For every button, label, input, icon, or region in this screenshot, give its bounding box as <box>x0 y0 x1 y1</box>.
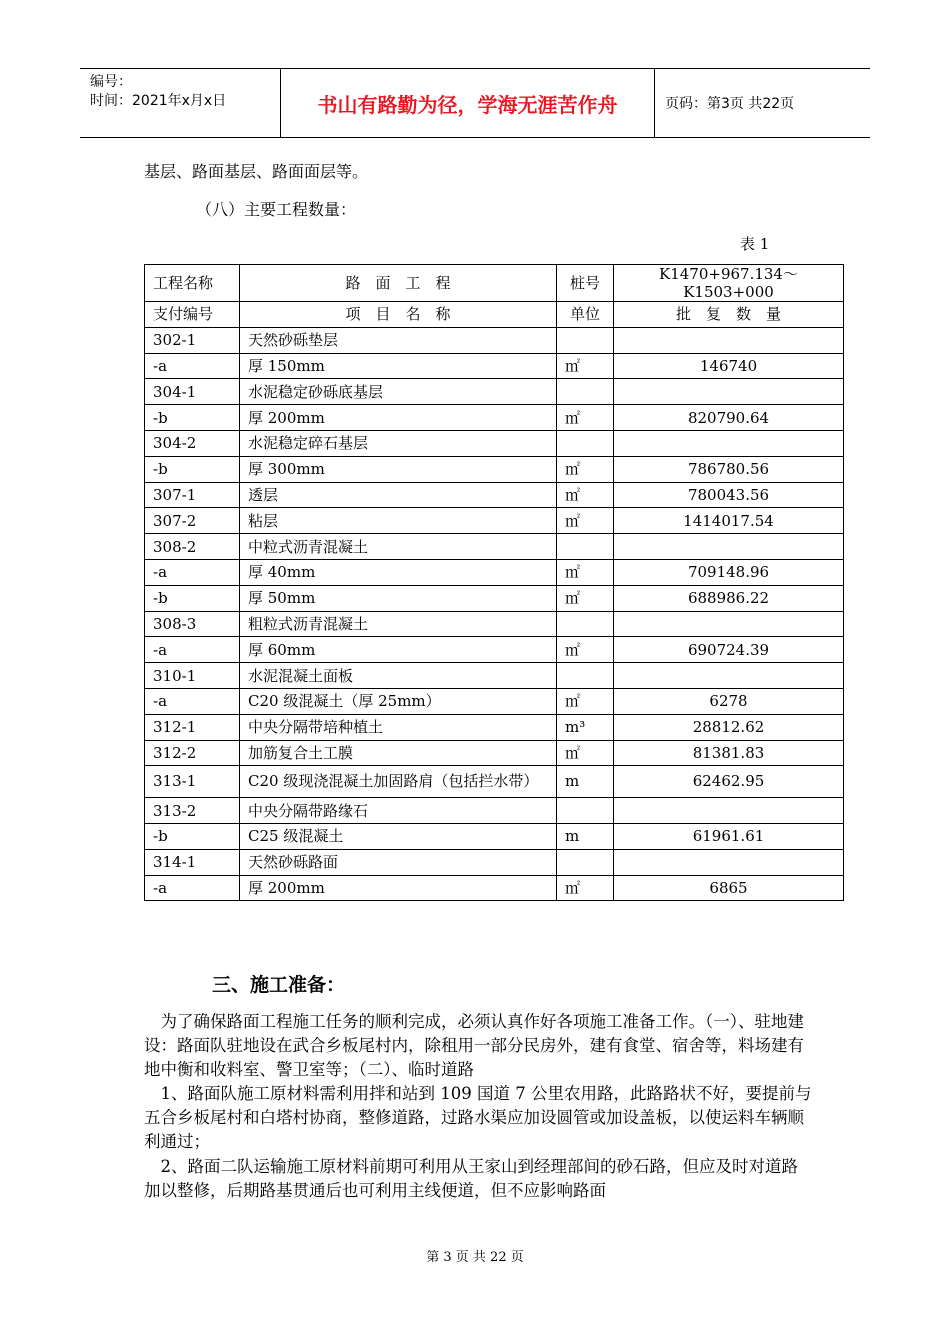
table-row <box>145 714 844 740</box>
table-cell: 单位 <box>557 302 614 328</box>
table-cell: -a <box>145 559 240 585</box>
table-cell: 水泥稳定碎石基层 <box>240 430 557 456</box>
table-cell: 690724.39 <box>614 637 844 663</box>
table-cell: ㎡ <box>557 353 614 379</box>
table-row <box>145 534 844 560</box>
table-cell: ㎡ <box>557 585 614 611</box>
header-page-info: 页码：第3页 共22页 <box>665 96 795 112</box>
table-cell: 304-1 <box>145 379 240 405</box>
table-cell: C25 级混凝土 <box>240 823 557 849</box>
subheading: （八）主要工程数量： <box>196 200 357 219</box>
table-row <box>145 430 844 456</box>
table-cell: 厚 200mm <box>240 405 557 431</box>
quantity-table <box>144 264 844 901</box>
intro-line: 基层、路面基层、路面面层等。 <box>144 162 369 181</box>
table-cell: 水泥混凝土面板 <box>240 663 557 689</box>
table-cell <box>557 663 614 689</box>
table-header-row <box>145 302 844 328</box>
table-cell: m <box>557 766 614 798</box>
table-cell <box>614 663 844 689</box>
table-cell <box>614 534 844 560</box>
table-row <box>145 637 844 663</box>
table-cell: 146740 <box>614 353 844 379</box>
table-cell: 1414017.54 <box>614 508 844 534</box>
table-cell <box>557 430 614 456</box>
table-cell: K1470+967.134～K1503+000 <box>614 265 844 302</box>
table-cell: -b <box>145 585 240 611</box>
table-row <box>145 740 844 766</box>
table-cell: 28812.62 <box>614 714 844 740</box>
table-cell: 62462.95 <box>614 766 844 798</box>
table-cell: 310-1 <box>145 663 240 689</box>
table-cell: 路 面 工 程 <box>240 265 557 302</box>
table-cell: 粗粒式沥青混凝土 <box>240 611 557 637</box>
table-cell: ㎡ <box>557 559 614 585</box>
table-cell: 6865 <box>614 875 844 901</box>
table-cell: -b <box>145 456 240 482</box>
table-row <box>145 875 844 901</box>
table-row <box>145 327 844 353</box>
table-cell <box>557 798 614 824</box>
table-row <box>145 663 844 689</box>
table-row <box>145 456 844 482</box>
table-cell: m³ <box>557 714 614 740</box>
table-cell <box>614 327 844 353</box>
table-cell: -a <box>145 637 240 663</box>
table-cell: 项 目 名 称 <box>240 302 557 328</box>
header-meta <box>80 69 280 137</box>
table-cell <box>614 430 844 456</box>
table-row <box>145 379 844 405</box>
table-cell: 厚 50mm <box>240 585 557 611</box>
time-label: 时间：2021年x月x日 <box>90 93 227 109</box>
table-row <box>145 823 844 849</box>
table-cell: C20 级现浇混凝土加固路肩（包括拦水带） <box>240 766 557 798</box>
header-motto: 书山有路勤为径，学海无涯苦作舟 <box>280 69 655 137</box>
table-cell: 313-2 <box>145 798 240 824</box>
table-cell: 天然砂砾路面 <box>240 849 557 875</box>
table-cell <box>614 611 844 637</box>
table-cell: 308-2 <box>145 534 240 560</box>
table-caption: 表 1 <box>740 235 770 253</box>
table-cell: ㎡ <box>557 740 614 766</box>
table-cell: 天然砂砾垫层 <box>240 327 557 353</box>
table-cell: 312-1 <box>145 714 240 740</box>
table-cell: m <box>557 823 614 849</box>
table-cell: 批 复 数 量 <box>614 302 844 328</box>
table-cell: ㎡ <box>557 456 614 482</box>
table-cell: 688986.22 <box>614 585 844 611</box>
table-cell: 307-2 <box>145 508 240 534</box>
table-cell: ㎡ <box>557 688 614 714</box>
table-cell: C20 级混凝土（厚 25mm） <box>240 688 557 714</box>
table-cell: 厚 60mm <box>240 637 557 663</box>
section-title: 三、施工准备： <box>212 974 346 996</box>
page-footer: 第 3 页 共 22 页 <box>426 1250 524 1265</box>
table-row <box>145 559 844 585</box>
table-cell: ㎡ <box>557 875 614 901</box>
table-cell <box>557 327 614 353</box>
number-label: 编号： <box>90 74 132 90</box>
table-cell: ㎡ <box>557 637 614 663</box>
table-cell: -a <box>145 875 240 901</box>
table-cell <box>557 379 614 405</box>
table-cell: 支付编号 <box>145 302 240 328</box>
table-cell: 水泥稳定砂砾底基层 <box>240 379 557 405</box>
table-row <box>145 688 844 714</box>
table-row <box>145 611 844 637</box>
table-row <box>145 508 844 534</box>
table-cell: 81381.83 <box>614 740 844 766</box>
table-row <box>145 849 844 875</box>
table-row <box>145 353 844 379</box>
table-cell: 780043.56 <box>614 482 844 508</box>
table-cell: 中粒式沥青混凝土 <box>240 534 557 560</box>
table-cell: ㎡ <box>557 405 614 431</box>
table-cell: ㎡ <box>557 508 614 534</box>
paragraph-3: 2、路面二队运输施工原材料前期可利用从王家山到经理部间的砂石路，但应及时对道路加以整修，后期路基贯通后也可利用主线便道，但不应影响路面 <box>144 1157 798 1200</box>
paragraph-1: 为了确保路面工程施工任务的顺利完成，必须认真作好各项施工准备工作。（一）、驻地建设：路面队驻地设在武合乡板尾村内，除租用一部分民房外，建有食堂、宿舍等，料场建有地中衡和收料室、警卫室等；（二）、临时道路 <box>144 1012 804 1079</box>
table-cell: 709148.96 <box>614 559 844 585</box>
table-cell <box>557 849 614 875</box>
table-cell: -b <box>145 405 240 431</box>
table-cell: 中央分隔带路缘石 <box>240 798 557 824</box>
table-cell: 厚 40mm <box>240 559 557 585</box>
table-row <box>145 585 844 611</box>
table-cell: -a <box>145 353 240 379</box>
table-cell: 314-1 <box>145 849 240 875</box>
table-cell: 61961.61 <box>614 823 844 849</box>
table-cell: 302-1 <box>145 327 240 353</box>
table-cell: -b <box>145 823 240 849</box>
table-cell: 加筋复合土工膜 <box>240 740 557 766</box>
table-row <box>145 482 844 508</box>
table-cell <box>557 534 614 560</box>
table-cell <box>614 379 844 405</box>
table-cell: 820790.64 <box>614 405 844 431</box>
table-header-row <box>145 265 844 302</box>
paragraph-2: 1、路面队施工原材料需利用拌和站到 109 国道 7 公里农用路，此路路状不好，要提前与五合乡板尾村和白塔村协商，整修道路，过路水渠应加设圆管或加设盖板，以使运料车辆顺利通过； <box>144 1084 812 1151</box>
table-row <box>145 798 844 824</box>
table-cell <box>557 611 614 637</box>
table-cell: 313-1 <box>145 766 240 798</box>
table-row <box>145 766 844 798</box>
table-cell: -a <box>145 688 240 714</box>
table-cell: 中央分隔带培种植土 <box>240 714 557 740</box>
table-cell: 透层 <box>240 482 557 508</box>
table-cell: 307-1 <box>145 482 240 508</box>
table-cell: 工程名称 <box>145 265 240 302</box>
table-cell: 桩号 <box>557 265 614 302</box>
table-cell: 粘层 <box>240 508 557 534</box>
table-cell: ㎡ <box>557 482 614 508</box>
page-header <box>80 68 870 138</box>
table-cell: 786780.56 <box>614 456 844 482</box>
table-cell <box>614 849 844 875</box>
table-cell: 6278 <box>614 688 844 714</box>
table-cell: 厚 200mm <box>240 875 557 901</box>
table-row <box>145 405 844 431</box>
table-cell: 304-2 <box>145 430 240 456</box>
table-cell: 312-2 <box>145 740 240 766</box>
table-cell: 厚 300mm <box>240 456 557 482</box>
table-cell: 308-3 <box>145 611 240 637</box>
table-cell: 厚 150mm <box>240 353 557 379</box>
table-cell <box>614 798 844 824</box>
